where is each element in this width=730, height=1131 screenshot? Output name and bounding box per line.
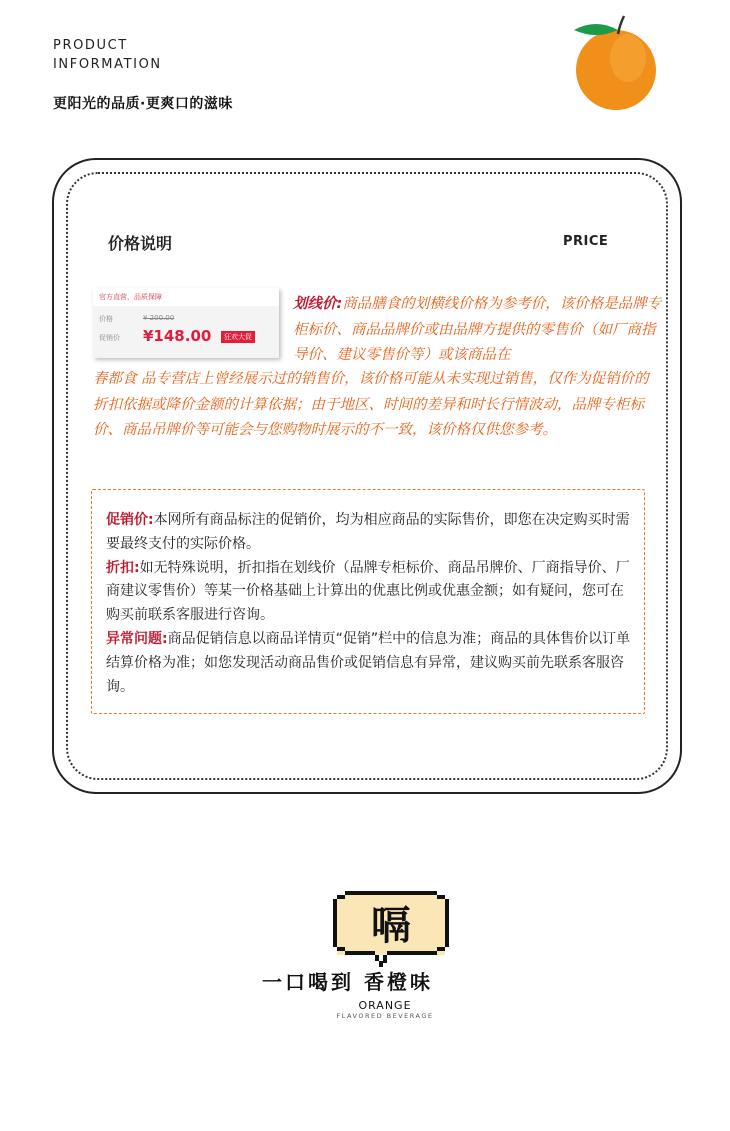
header-english-title (53, 36, 162, 74)
discount-paragraph (106, 557, 632, 628)
strikethrough-price-explanation-b: 春都食 品专营店上曾经展示过的销售价，该价格可能从未实现过销售，仅作为促销价的折扣依据或降价金额的计算依据；由于地区、时间的差异和时长行情波动，品牌专柜标价、商品吊牌价等可能会与您购物时展示的不一致，该价格仅供您参考。 (93, 371, 649, 439)
discount-text: 如无特殊说明，折扣指在划线价（品牌专柜标价、商品吊牌价、厂商指导价、厂商建议零售价）等某一价格基础上计算出的优惠比例或优惠金额；如有疑问，您可在购买前联系客服进行咨询。 (106, 559, 630, 624)
footer-brand-sub: FLAVORED BEVERAGE (336, 1012, 434, 1020)
header-en-line2: INFORMATION (53, 57, 162, 72)
promo-label: 促销价: (106, 512, 154, 528)
abnormal-paragraph (106, 628, 632, 699)
abnormal-text: 商品促销信息以商品详情页“促销”栏中的信息为准；商品的具体售价以订单结算价格为准；如您发现活动商品售价或促销信息有异常，建议购买前先联系客服咨询。 (106, 630, 631, 695)
abnormal-label: 异常问题: (106, 630, 168, 647)
sample-price-card (93, 288, 279, 358)
header-tagline: 更阳光的品质·更爽口的滋味 (53, 96, 233, 112)
strikethrough-text-a: 商品膳食的划横线价格为参考价，该价格是品牌专柜标价、商品品牌价或由品牌方提供的零售价（如厂商指导价、建议零售价等）或该商品在 (293, 296, 662, 364)
sample-card-promo-label: 促销价 (99, 334, 120, 342)
sample-card-original-price: ¥ 200.00 (143, 314, 175, 322)
header-en-line1: PRODUCT (53, 38, 128, 53)
bubble-character: 嗝 (371, 903, 411, 949)
footer-brand: ORANGE (358, 999, 412, 1012)
sample-card-tag: 狂欢大促 (221, 331, 255, 343)
sample-card-price-label: 价格 (99, 315, 113, 323)
sample-card-banner: 官方直营，品质保障 (93, 288, 279, 306)
sample-card-promo-price: ¥148.00 (143, 327, 212, 345)
strikethrough-price-explanation-a (293, 292, 663, 369)
speech-bubble-logo-icon (331, 891, 451, 971)
promo-text: 本网所有商品标注的促销价，均为相应商品的实际售价，即您在决定购买时需要最终支付的实际价格。 (106, 512, 630, 552)
orange-fruit-icon (566, 10, 664, 112)
promo-info-text (106, 509, 632, 699)
price-section-title-en: PRICE (563, 234, 609, 249)
price-section-title: 价格说明 (108, 234, 173, 253)
discount-label: 折扣: (106, 559, 140, 576)
strikethrough-price-label: 划线价: (293, 296, 343, 312)
footer-slogan: 一口喝到 香橙味 (262, 970, 433, 994)
promo-paragraph (106, 509, 632, 557)
